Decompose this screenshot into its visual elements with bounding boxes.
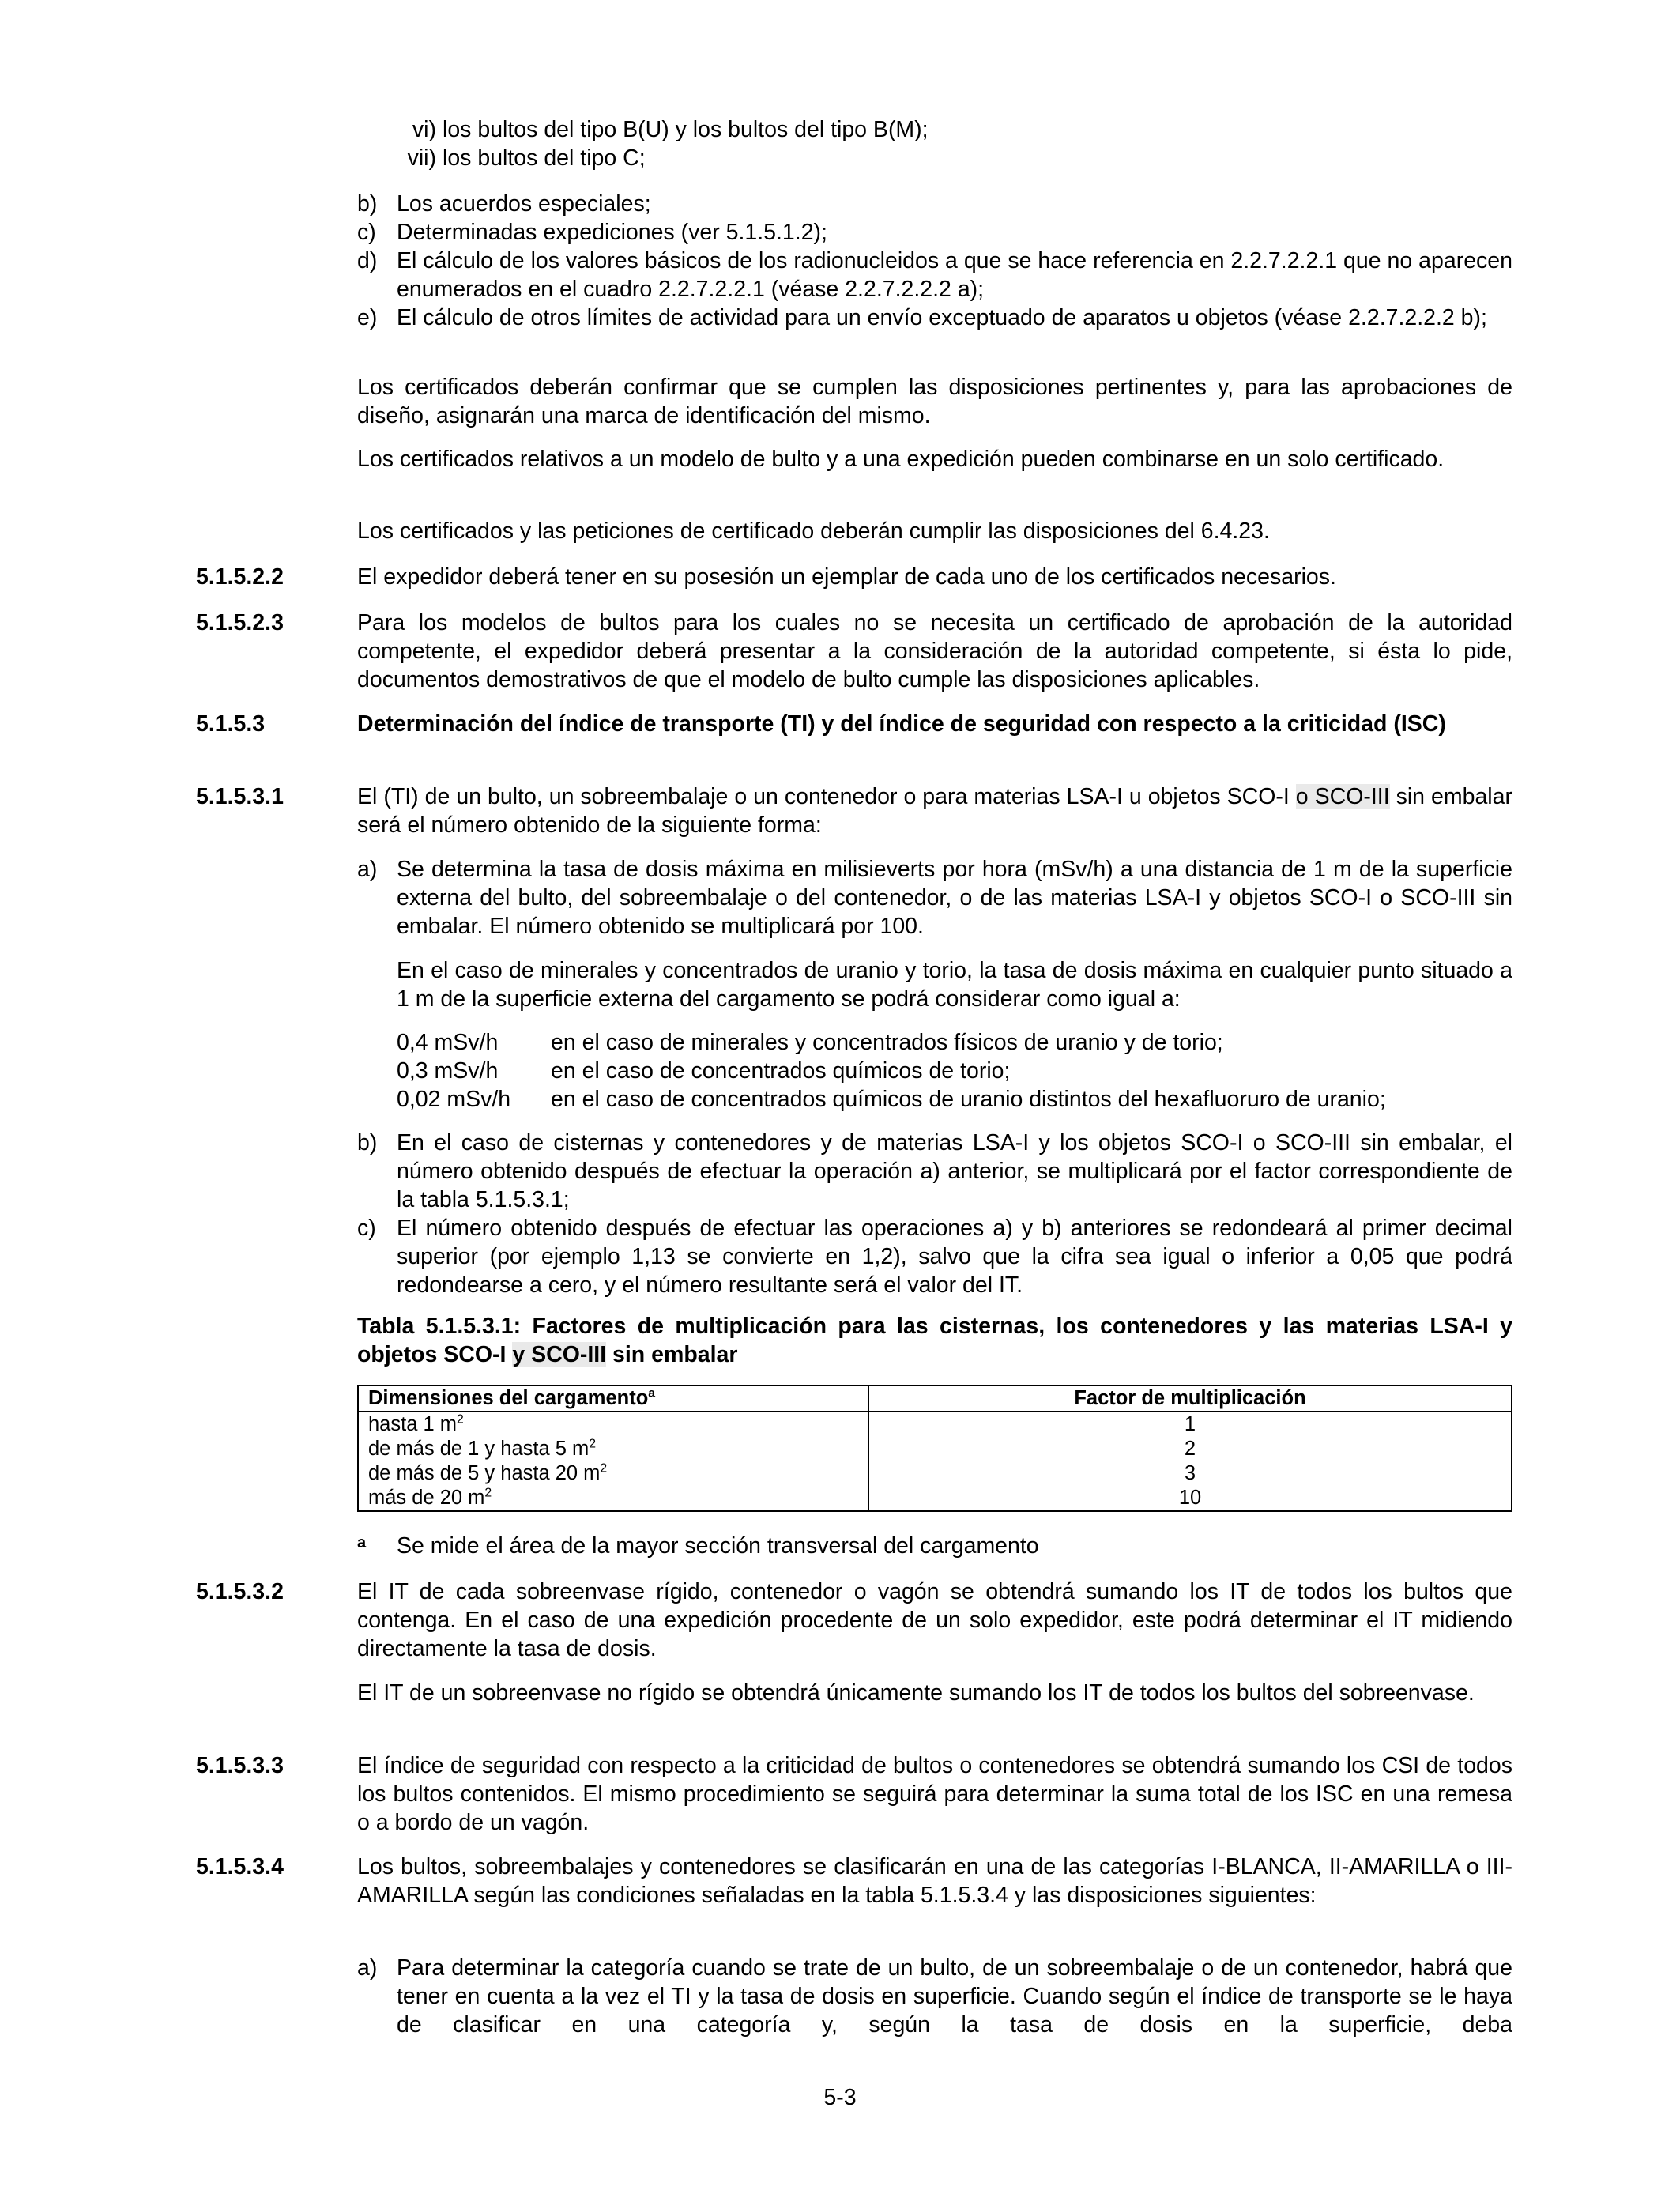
dose-desc: en el caso de concentrados químicos de torio; [551, 1058, 1011, 1084]
list-item-e: e) El cálculo de otros límites de actividad para un envío exceptuado de aparatos u objetos (véase 2.2.7.2.2.2 b); [357, 305, 1487, 330]
section-text: Los bultos, sobreembalajes y contenedores se clasificarán en una de las categorías I-BLANCA, II-AMARILLA o III-AMARILLA según las condiciones señaladas en la tabla 5.1.5.3.4 y las disposiciones siguientes: [357, 1854, 1512, 1908]
section-text: El IT de cada sobreenvase rígido, contenedor o vagón se obtendrá sumando los IT de todos los bultos que contenga. En el caso de una expedición procedente de un solo expedidor, este podrá determinar el IT midiendo directamente la tasa de dosis. [357, 1579, 1512, 1661]
page-number: 5-3 [823, 2085, 857, 2110]
table-cell: 3 [868, 1461, 1512, 1486]
paragraph-cert-3: Los certificados y las peticiones de certificado deberán cumplir las disposiciones del 6.4.23. [357, 518, 1270, 544]
table-row [358, 1486, 1512, 1511]
table-caption: Tabla 5.1.5.3.1: Factores de multiplicación para las cisternas, los contenedores y las materias LSA-I y objetos SCO-I y SCO-III sin embalar [357, 1314, 1512, 1367]
list-item-b: b) Los acuerdos especiales; [357, 191, 651, 217]
table-row [358, 1461, 1512, 1486]
table-cell: de más de 1 y hasta 5 $m^2$ [358, 1437, 868, 1461]
section-number: 5.1.5.2.3 [196, 610, 284, 635]
dose-desc: en el caso de concentrados químicos de uranio distintos del hexafluoruro de uranio; [551, 1087, 1386, 1112]
paragraph-minerals: En el caso de minerales y concentrados de uranio y torio, la tasa de dosis máxima en cualquier punto situado a 1 m de la superficie externa del cargamento se podrá considerar como igual a: [397, 958, 1512, 1012]
section-number: 5.1.5.3.4 [196, 1854, 284, 1879]
list-item-a: a) Para determinar la categoría cuando se trate de un bulto, de un sobreembalaje o de un contenedor, habrá que tener en cuenta a la vez el TI y la tasa de dosis en superficie. Cuando según el índice de transporte se le haya de clasificar en una categoría y, según la tasa de dosis en la superficie, deba [357, 1955, 1512, 2038]
section-text: El (TI) de un bulto, un sobreembalaje o un contenedor o para materias LSA-I u objetos SCO-I o SCO-III sin embalar será el número obtenido de la siguiente forma: [357, 784, 1512, 838]
table-row [358, 1437, 1512, 1461]
section-number: 5.1.5.2.2 [196, 564, 284, 590]
section-number: 5.1.5.3 [196, 711, 266, 737]
list-item-vii: vii) los bultos del tipo C; [407, 145, 646, 171]
dose-rate: 0,3 mSv/h [397, 1058, 499, 1084]
section-number: 5.1.5.3.3 [196, 1753, 284, 1778]
section-number: 5.1.5.3.2 [196, 1579, 284, 1604]
list-item-vi: vi) los bultos del tipo B(U) y los bultos del tipo B(M); [412, 117, 929, 142]
sublist-roman [397, 115, 1512, 172]
highlighted-text: y SCO-III [512, 1342, 607, 1367]
table-cell: hasta 1 $m^2$ [358, 1412, 868, 1437]
section-text: El expedidor deberá tener en su posesión un ejemplar de cada uno de los certificados necesarios. [357, 564, 1336, 590]
dose-rate: 0,4 mSv/h [397, 1030, 499, 1055]
table-cell: 10 [868, 1486, 1512, 1511]
section-heading: Determinación del índice de transporte (TI) y del índice de seguridad con respecto a la criticidad (ISC) [357, 711, 1446, 737]
table-cell: 1 [868, 1412, 1512, 1437]
list-item-a: a) Se determina la tasa de dosis máxima en milisieverts por hora (mSv/h) a una distancia de 1 m de la superficie externa del bulto, del sobreembalaje o del contenedor, o de las materias LSA-I y objetos SCO-I o SCO-III sin embalar. El número obtenido se multiplicará por 100. [357, 857, 1512, 939]
list-letters [357, 190, 1512, 332]
dose-desc: en el caso de minerales y concentrados físicos de uranio y de torio; [551, 1030, 1223, 1055]
section-text-2: El IT de un sobreenvase no rígido se obtendrá únicamente sumando los IT de todos los bultos del sobreenvase. [357, 1680, 1475, 1706]
paragraph-cert-2: Los certificados relativos a un modelo de bulto y a una expedición pueden combinarse en un solo certificado. [357, 447, 1445, 472]
list-item-c: c) El número obtenido después de efectuar las operaciones a) y b) anteriores se redondeará al primer decimal superior (por ejemplo 1,13 se convierte en 1,2), salvo que la cifra sea igual o inferior a 0,05 que podrá redondearse a cero, y el número resultante será el valor del IT. [357, 1216, 1512, 1298]
table-row [358, 1412, 1512, 1437]
list-item-d: d) El cálculo de los valores básicos de los radionucleidos a que se hace referencia en 2.2.7.2.2.1 que no aparecen enumerados en el cuadro 2.2.7.2.2.1 (véase 2.2.7.2.2.2 a); [357, 248, 1512, 302]
list-item-b: b) En el caso de cisternas y contenedores y de materias LSA-I y los objetos SCO-I o SCO-III sin embalar, el número obtenido después de efectuar la operación a) anterior, se multiplicará por el factor correspondiente de la tabla 5.1.5.3.1; [357, 1130, 1512, 1212]
highlighted-text: o SCO-III [1295, 784, 1390, 809]
column-header: Factor de multiplicación [868, 1385, 1512, 1412]
section-text: El índice de seguridad con respecto a la criticidad de bultos o contenedores se obtendrá sumando los CSI de todos los bultos contenidos. El mismo procedimiento se seguirá para determinar la suma total de los ISC en una remesa o a bordo de un vagón. [357, 1753, 1512, 1835]
list-item-c: c) Determinadas expediciones (ver 5.1.5.1.2); [357, 220, 827, 245]
dose-rate: 0,02 mSv/h [397, 1087, 511, 1112]
paragraph-cert-1: Los certificados deberán confirmar que se cumplen las disposiciones pertinentes y, para las aprobaciones de diseño, asignarán una marca de identificación del mismo. [357, 375, 1512, 428]
table-cell: de más de 5 y hasta 20 $m^2$ [358, 1461, 868, 1486]
table-footnote: a Se mide el área de la mayor sección transversal del cargamento [357, 1533, 1039, 1559]
dose-list [397, 1028, 1512, 1114]
list-bc [357, 1129, 1512, 1299]
table-header-row [358, 1385, 1512, 1412]
section-text: Para los modelos de bultos para los cuales no se necesita un certificado de aprobación de la autoridad competente, el expedidor deberá presentar a la consideración de la autoridad competente, si ésta lo pide, documentos demostrativos de que el modelo de bulto cumple las disposiciones aplicables. [357, 610, 1512, 692]
column-header: Dimensiones del cargamento$^a$ [358, 1385, 868, 1412]
section-number: 5.1.5.3.1 [196, 784, 284, 809]
table-cell: más de 20 $m^2$ [358, 1486, 868, 1511]
multiplication-factor-table [357, 1385, 1512, 1512]
table-cell: 2 [868, 1437, 1512, 1461]
